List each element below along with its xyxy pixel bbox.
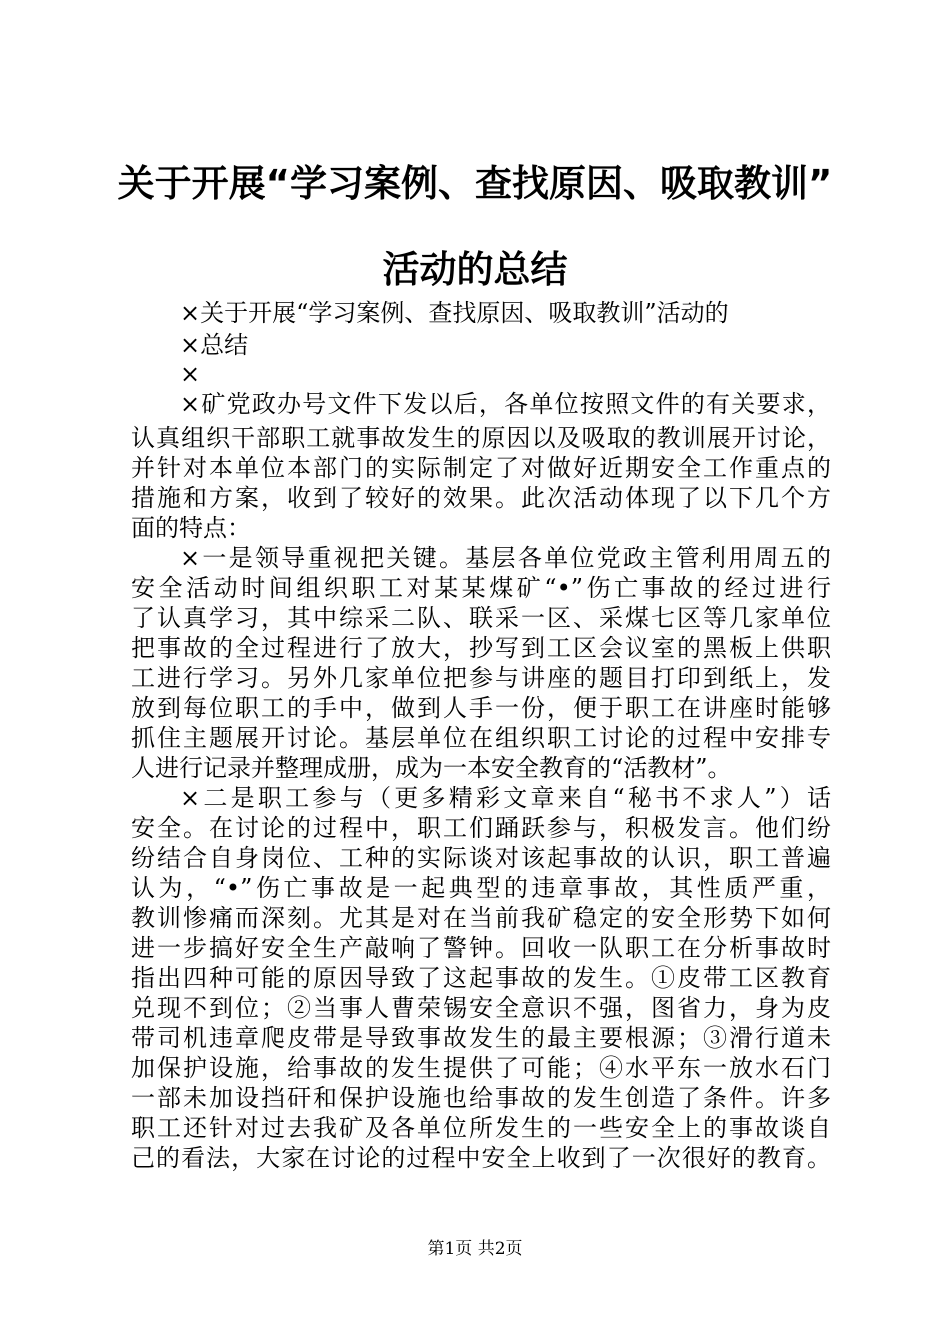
body-line: × <box>180 360 201 388</box>
document-title-line-2: 活动的总结 <box>382 248 568 291</box>
body-line: 加保护设施，给事故的发生提供了可能；④水平东一放水石门 <box>131 1054 831 1082</box>
body-line: ×二是职工参与（更多精彩文章来自“秘书不求人”）话 <box>180 784 831 812</box>
body-line: 措施和方案，收到了较好的效果。此次活动体现了以下几个方 <box>131 484 831 512</box>
body-line: 人进行记录并整理成册，成为一本安全教育的“活教材”。 <box>131 754 732 782</box>
body-line: 己的看法，大家在讨论的过程中安全上收到了一次很好的教育。 <box>131 1144 831 1172</box>
body-line: ×总结 <box>180 331 249 359</box>
body-line: 指出四种可能的原因导致了这起事故的发生。①皮带工区教育 <box>131 964 831 992</box>
body-line: 教训惨痛而深刻。尤其是对在当前我矿稳定的安全形势下如何 <box>131 904 831 932</box>
body-line: 带司机违章爬皮带是导致事故发生的最主要根源；③滑行道未 <box>131 1024 831 1052</box>
body-line: 面的特点： <box>131 514 251 542</box>
body-line: 抓住主题展开讨论。基层单位在组织职工讨论的过程中安排专 <box>131 724 831 752</box>
body-line: ×矿党政办号文件下发以后，各单位按照文件的有关要求， <box>180 390 831 418</box>
body-line: 把事故的全过程进行了放大，抄写到工区会议室的黑板上供职 <box>131 634 831 662</box>
page-number: 第1页 共2页 <box>427 1239 523 1259</box>
body-line: 了认真学习，其中综采二队、联采一区、采煤七区等几家单位 <box>131 604 831 632</box>
body-line: 兑现不到位；②当事人曹荣锡安全意识不强，图省力，身为皮 <box>131 994 831 1022</box>
body-line: 进一步搞好安全生产敲响了警钟。回收一队职工在分析事故时 <box>131 934 831 962</box>
document-title-line-1: 关于开展“学习案例、查找原因、吸取教训” <box>117 162 833 205</box>
body-line: 安全。在讨论的过程中，职工们踊跃参与，积极发言。他们纷 <box>131 814 831 842</box>
body-line: 认真组织干部职工就事故发生的原因以及吸取的教训展开讨论， <box>131 424 831 452</box>
body-line: 纷结合自身岗位、工种的实际谈对该起事故的认识，职工普遍 <box>131 844 831 872</box>
body-line: 并针对本单位本部门的实际制定了对做好近期安全工作重点的 <box>131 454 831 482</box>
body-line: 安全活动时间组织职工对某某煤矿“•”伤亡事故的经过进行 <box>131 574 831 602</box>
body-line: 职工还针对过去我矿及各单位所发生的一些安全上的事故谈自 <box>131 1114 831 1142</box>
body-line: 工进行学习。另外几家单位把参与讲座的题目打印到纸上，发 <box>131 664 831 692</box>
body-line: ×关于开展“学习案例、查找原因、吸取教训”活动的 <box>180 299 729 327</box>
body-line: 认为，“•”伤亡事故是一起典型的违章事故，其性质严重， <box>131 874 831 902</box>
body-line: ×一是领导重视把关键。基层各单位党政主管利用周五的 <box>180 544 831 572</box>
body-line: 放到每位职工的手中，做到人手一份，便于职工在讲座时能够 <box>131 694 831 722</box>
body-line: 一部未加设挡矸和保护设施也给事故的发生创造了条件。许多 <box>131 1084 831 1112</box>
